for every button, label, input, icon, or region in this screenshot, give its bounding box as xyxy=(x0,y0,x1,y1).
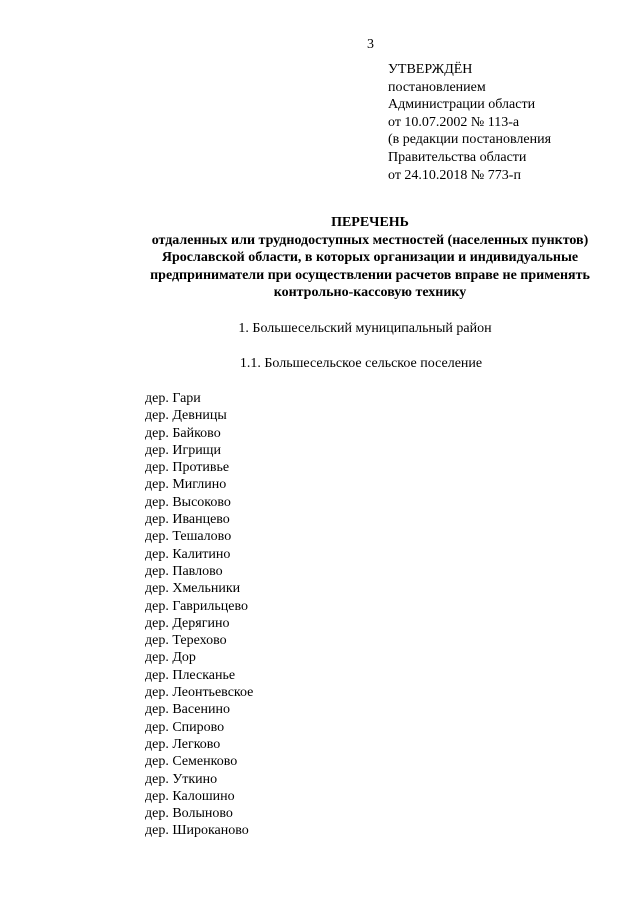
village-list-item: дер. Терехово xyxy=(145,633,227,649)
village-list-item: дер. Тешалово xyxy=(145,529,232,545)
village-list-item: дер. Хмельники xyxy=(145,581,241,597)
village-list-item: дер. Миглино xyxy=(145,477,227,493)
village-list-item: дер. Гаврильцево xyxy=(145,598,248,614)
village-list-item: дер. Уткино xyxy=(145,771,218,787)
title-line: Ярославской области, в которых организации и индивидуальные xyxy=(161,250,579,266)
village-list-item: дер. Широканово xyxy=(145,823,249,839)
title-line: отдаленных или труднодоступных местностей (населенных пунктов) xyxy=(151,232,589,248)
village-list-item: дер. Противье xyxy=(145,460,230,476)
village-list-item: дер. Легково xyxy=(145,736,221,752)
approval-line: от 10.07.2002 № 113-а xyxy=(388,114,520,130)
village-list-item: дер. Дерягино xyxy=(145,615,230,631)
village-list xyxy=(145,390,253,840)
village-list-item: дер. Высоково xyxy=(145,494,231,510)
approval-line: Администрации области xyxy=(388,97,536,113)
settlement-heading: 1.1. Большесельское сельское поселение xyxy=(239,356,483,371)
village-list-item: дер. Павлово xyxy=(145,563,223,579)
page-number: 3 xyxy=(367,37,374,52)
title-line: предприниматели при осуществлении расчетов вправе не применять xyxy=(150,267,590,283)
village-list-item: дер. Спирово xyxy=(145,719,225,735)
village-list-item: дер. Семенково xyxy=(145,754,238,770)
approval-line: УТВЕРЖДЁН xyxy=(388,62,473,77)
village-list-item: дер. Леонтьевское xyxy=(145,685,254,701)
village-list-item: дер. Байково xyxy=(145,425,221,441)
village-list-item: дер. Плесканье xyxy=(145,667,236,683)
document-title xyxy=(0,214,640,302)
village-list-item: дер. Гари xyxy=(145,391,201,406)
village-list-item: дер. Калитино xyxy=(145,546,231,562)
district-heading: 1. Большесельский муниципальный район xyxy=(238,321,492,336)
village-list-item: дер. Девницы xyxy=(145,408,227,424)
title-line: контрольно-кассовую технику xyxy=(273,285,467,301)
approval-line: от 24.10.2018 № 773-п xyxy=(388,167,521,183)
approval-line: Правительства области xyxy=(388,149,527,165)
village-list-item: дер. Васенино xyxy=(145,702,230,718)
approval-stamp xyxy=(388,61,551,184)
village-list-item: дер. Волыново xyxy=(145,806,233,822)
title-line: ПЕРЕЧЕНЬ xyxy=(331,215,409,230)
approval-line: постановлением xyxy=(388,79,486,95)
village-list-item: дер. Игрищи xyxy=(145,442,221,458)
village-list-item: дер. Калошино xyxy=(145,788,235,804)
approval-line: (в редакции постановления xyxy=(388,132,552,148)
village-list-item: дер. Иванцево xyxy=(145,512,230,528)
village-list-item: дер. Дор xyxy=(145,650,196,666)
